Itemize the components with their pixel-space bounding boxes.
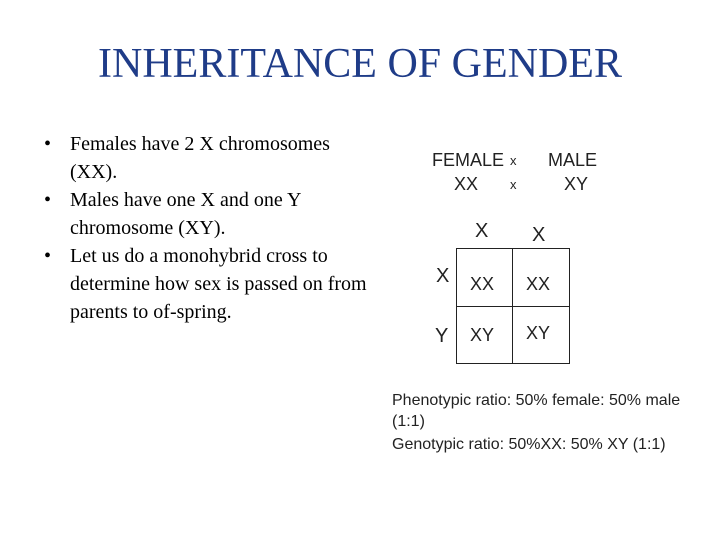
bullet-item [40, 242, 370, 326]
col-header: X [475, 220, 489, 242]
genotypic-ratio: Genotypic ratio: 50%XX: 50% XY (1:1) [392, 436, 666, 453]
grid-divider [512, 248, 513, 364]
bullet-text: Let us do a monohybrid cross to determine how sex is passed on from parents to of-spring. [70, 245, 367, 323]
bullet-marker: • [44, 245, 52, 267]
bullet-item [40, 186, 370, 242]
punnett-cell: XX [470, 274, 495, 294]
bullet-list [40, 130, 370, 326]
male-label: MALE [548, 150, 598, 170]
bullet-marker: • [44, 133, 52, 155]
cross-symbol: x [510, 177, 517, 192]
bullet-text: Females have 2 X chromosomes (XX). [70, 133, 330, 183]
page-title: INHERITANCE OF GENDER [98, 41, 622, 87]
grid-divider [456, 306, 570, 307]
col-header: X [532, 224, 546, 246]
female-genotype: XX [454, 174, 479, 194]
punnett-grid [456, 248, 570, 364]
female-label: FEMALE [432, 150, 505, 170]
bullet-marker: • [44, 189, 52, 211]
male-genotype: XY [564, 174, 589, 194]
bullet-item [40, 130, 370, 186]
punnett-cell: XY [470, 325, 495, 345]
cross-symbol: x [510, 153, 517, 168]
row-header: X [436, 265, 450, 287]
bullet-text: Males have one X and one Y chromosome (XY). [70, 189, 301, 239]
phenotypic-ratio: Phenotypic ratio: 50% female: 50% male [392, 392, 681, 409]
row-header: Y [435, 325, 449, 347]
punnett-cell: XX [526, 274, 551, 294]
punnett-cell: XY [526, 323, 551, 343]
phenotypic-ratio-value: (1:1) [392, 413, 425, 430]
